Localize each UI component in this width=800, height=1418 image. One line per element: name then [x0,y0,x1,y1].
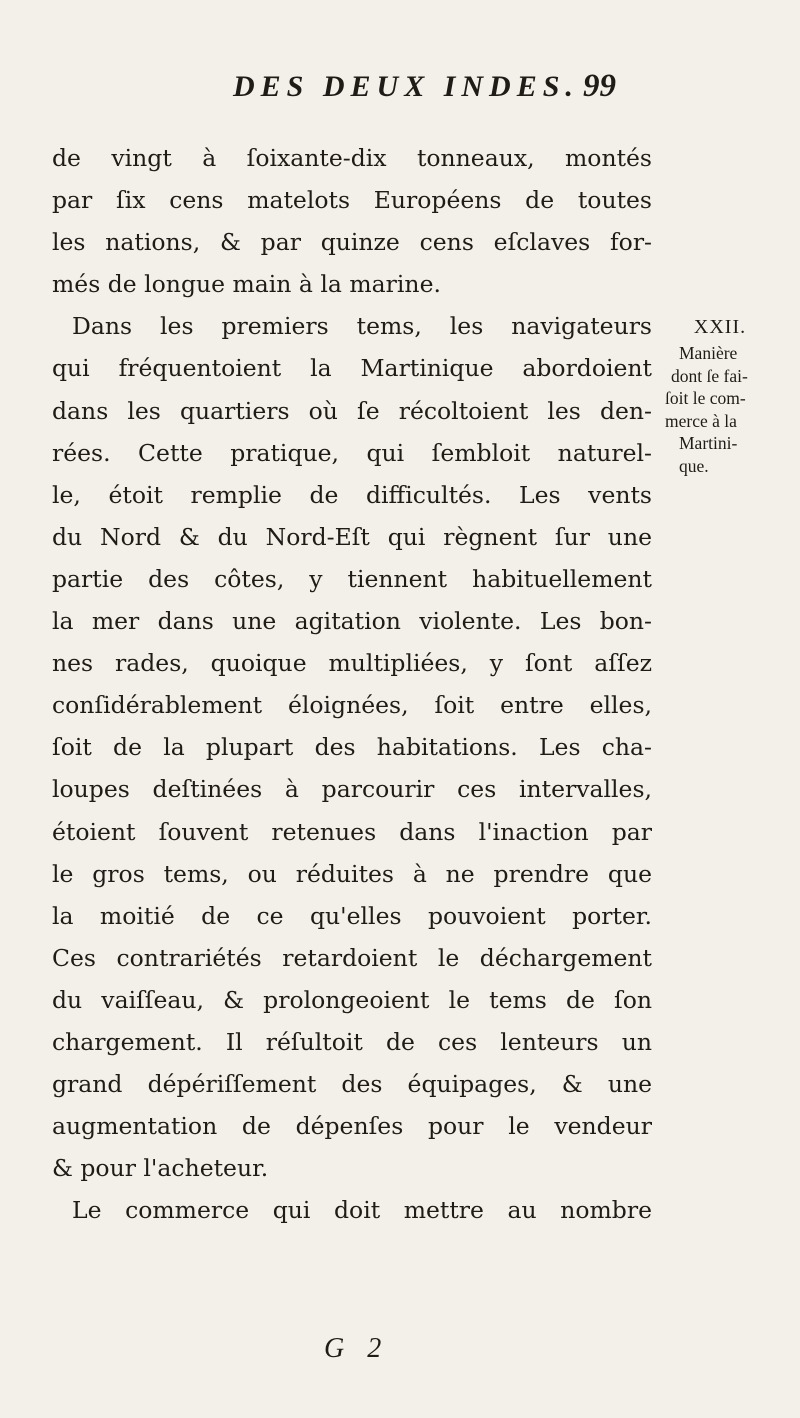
text-line: les nations, & par quinze cens eſclaves for- [52,228,652,257]
text-line: la moitié de ce qu'elles pouvoient porter. [52,901,652,930]
page-number: 99 [583,68,616,104]
margin-note-number: XXII. [693,316,747,338]
text-line: Dans les premiers tems, les navigateurs [72,312,652,341]
text-line: conſidérablement éloignées, ſoit entre elles, [52,691,652,720]
margin-note-line: que. [679,455,709,476]
body-text [52,137,652,1231]
text-line: loupes deſtinées à parcourir ces intervalles, [52,775,652,804]
text-line: le, étoit remplie de difficultés. Les vents [52,480,652,509]
margin-note-line: merce à la [665,410,737,431]
text-line: ſoit de la plupart des habitations. Les cha- [52,733,652,762]
text-line: dans les quartiers où ſe récoltoient les den- [52,396,652,425]
text-line: partie des côtes, y tiennent habituellement [52,564,652,593]
text-line: étoient ſouvent retenues dans l'inaction par [52,817,652,846]
signature-mark: G 2 [324,1333,390,1364]
text-line: nes rades, quoique multipliées, y ſont aſſez [52,649,652,678]
running-title: DES DEUX INDES. [233,70,579,103]
margin-note-line: Martini- [679,433,738,453]
text-line: du Nord & du Nord-Eſt qui règnent ſur une [52,522,652,551]
text-line: Le commerce qui doit mettre au nombre [72,1196,652,1225]
text-line: & pour l'acheteur. [52,1154,269,1183]
text-line: la mer dans une agitation violente. Les bon- [52,607,652,636]
text-line: qui fréquentoient la Martinique abordoient [52,354,652,383]
margin-note-line: Manière [679,343,738,363]
text-line: du vaiſſeau, & prolongeoient le tems de ſon [52,985,652,1014]
text-line: més de longue main à la marine. [52,270,441,299]
margin-note-line: ſoit le com- [665,388,746,408]
text-line: Ces contrariétés retardoient le déchargement [52,943,652,972]
text-line: chargement. Il réſultoit de ces lenteurs un [52,1027,652,1056]
margin-note [665,314,795,477]
text-line: de vingt à ſoixante-dix tonneaux, montés [52,144,652,172]
text-line: par ſix cens matelots Européens de toutes [52,186,652,215]
text-line: rées. Cette pratique, qui ſembloit naturel- [52,438,652,467]
text-line: grand dépériſſement des équipages, & une [52,1070,652,1099]
text-line: augmentation de dépenſes pour le vendeur [52,1112,652,1141]
margin-note-line: dont ſe fai- [671,365,748,386]
text-line: le gros tems, ou réduites à ne prendre que [52,859,652,888]
